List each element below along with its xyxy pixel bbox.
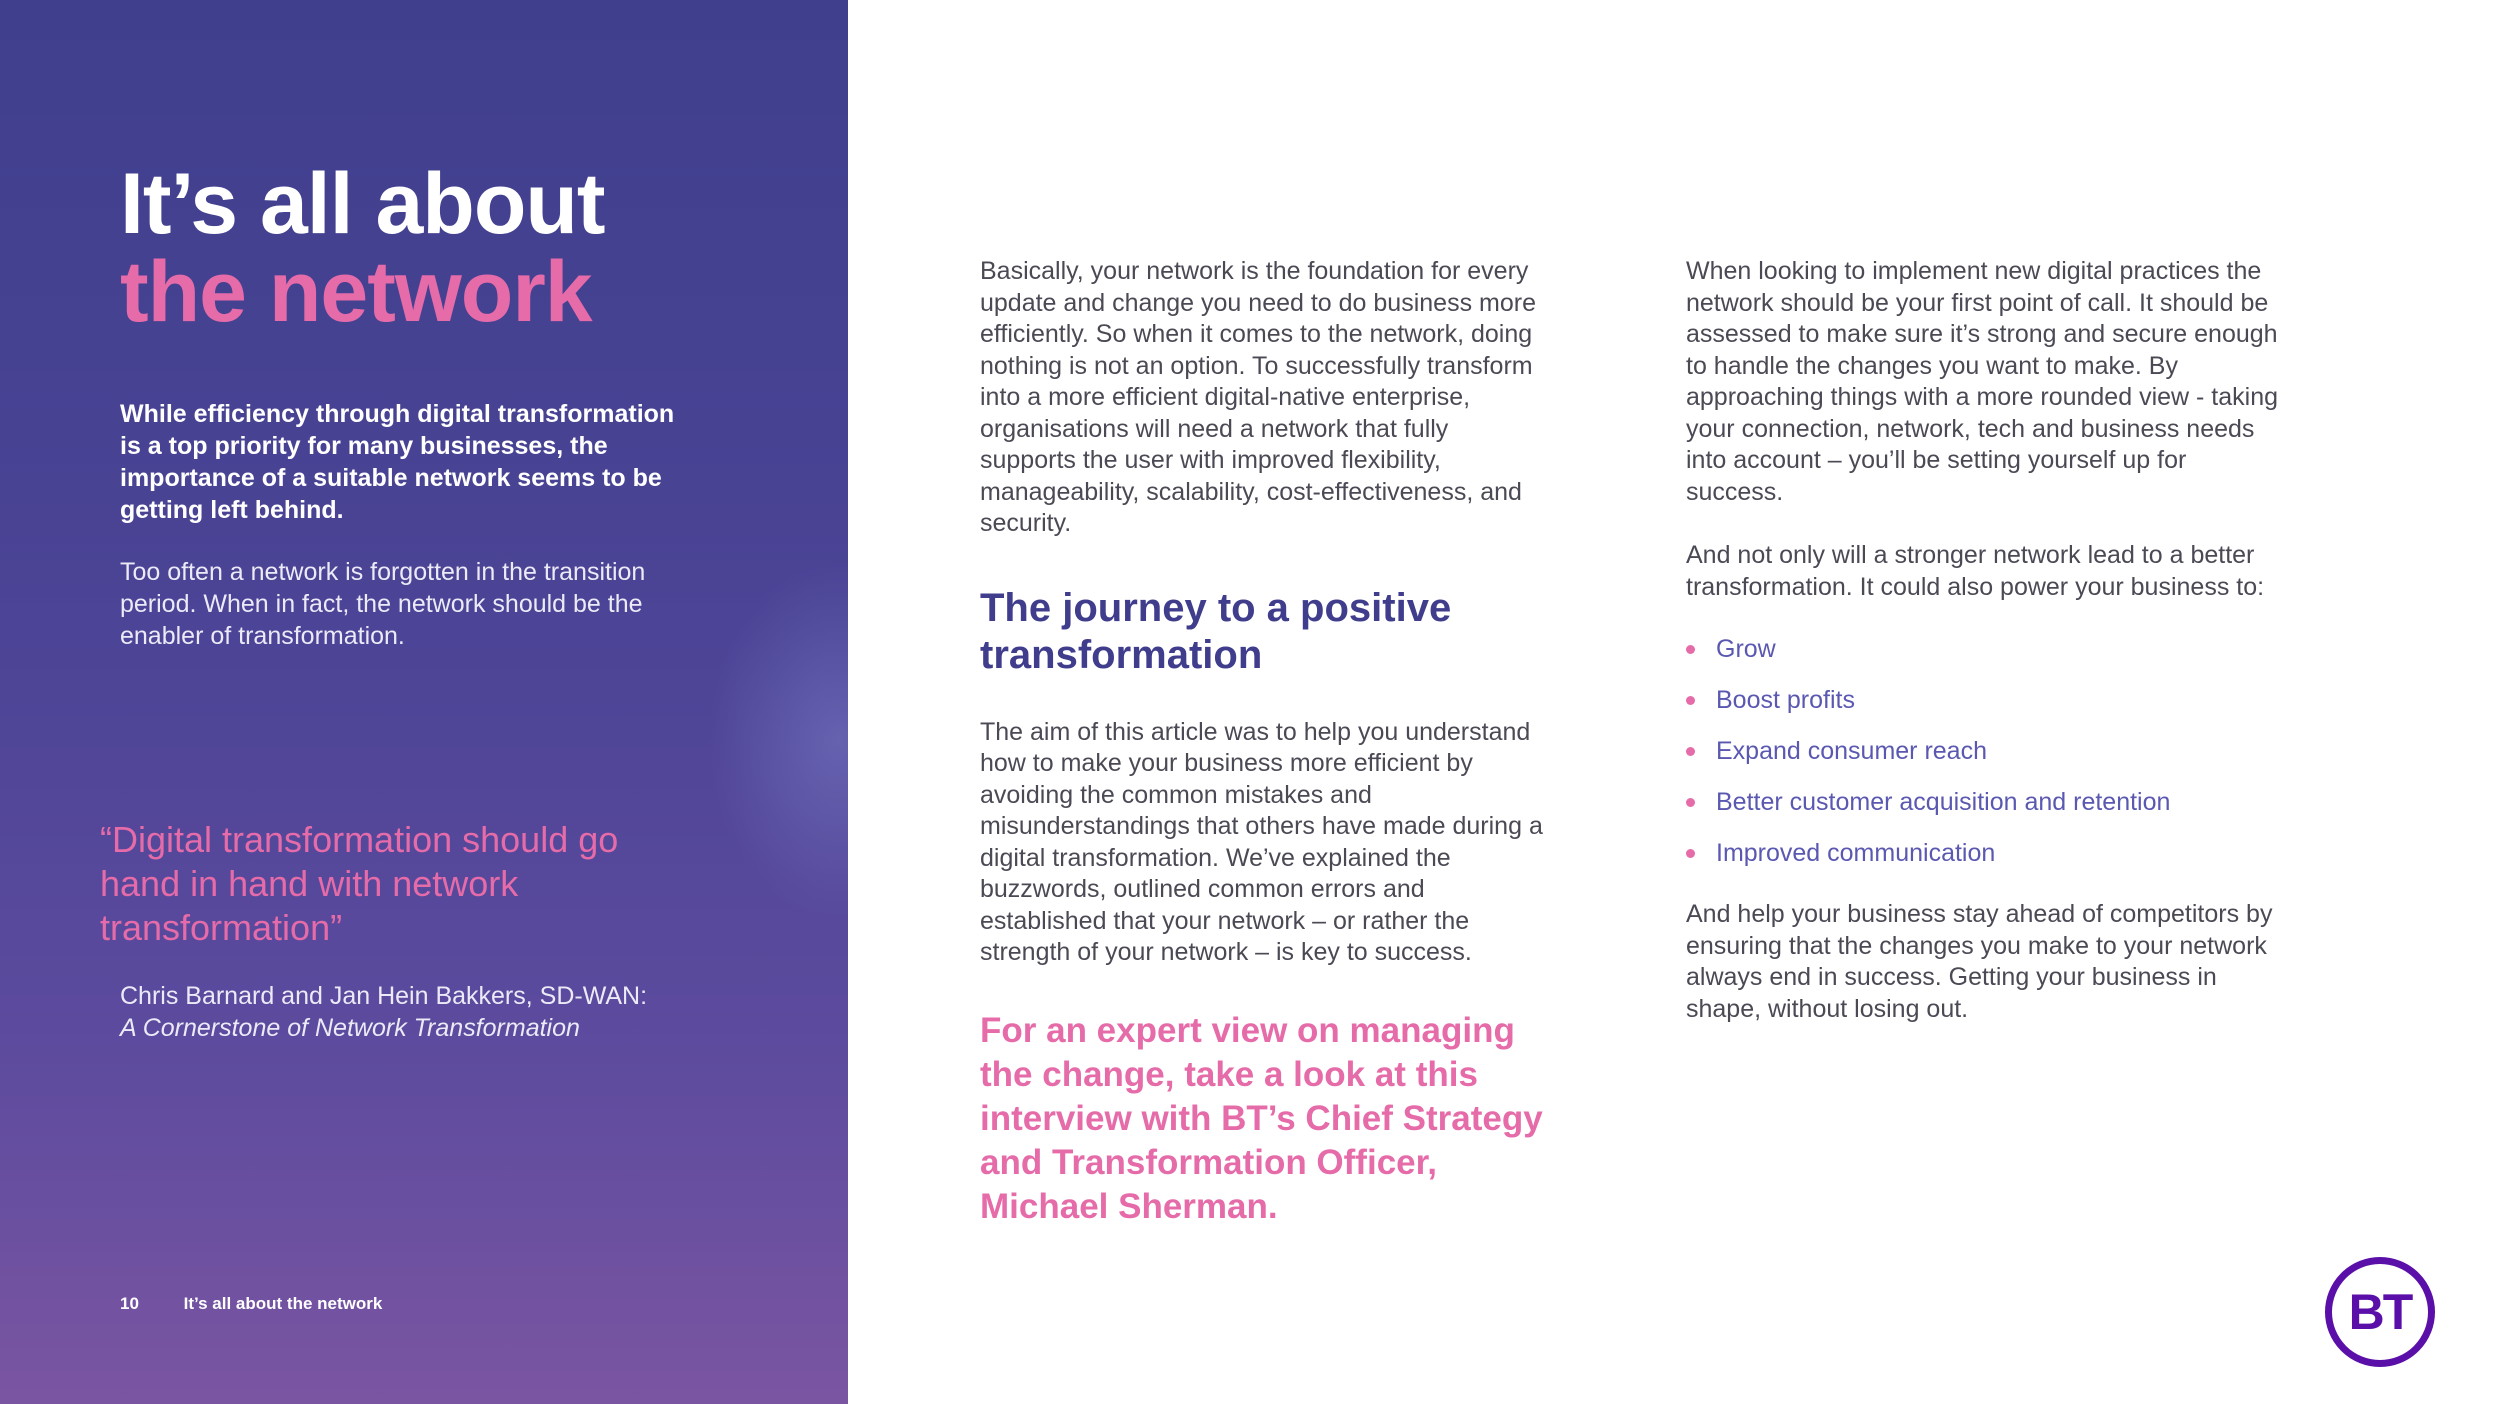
list-item: [1686, 837, 2286, 869]
bullet-dot-icon: [1686, 849, 1695, 858]
list-item-label: Better customer acquisition and retention: [1716, 788, 2171, 816]
list-item-label: Grow: [1716, 635, 1776, 663]
page-number: 10: [120, 1294, 139, 1313]
right-paragraph-2: And not only will a stronger network lead to a better transformation. It could also power your business to:: [1686, 541, 2265, 601]
bullet-dot-icon: [1686, 798, 1695, 807]
list-item: [1686, 633, 2286, 665]
benefits-list: [1686, 633, 2286, 869]
bullet-dot-icon: [1686, 747, 1695, 756]
quote-attribution: [120, 980, 720, 1044]
bullet-dot-icon: [1686, 645, 1695, 654]
list-item-label: Boost profits: [1716, 686, 1855, 714]
quote-source: A Cornerstone of Network Transformation: [120, 1014, 580, 1042]
middle-column: [980, 256, 1550, 1229]
quote-author: Chris Barnard and Jan Hein Bakkers, SD-WAN:: [120, 982, 648, 1010]
bt-logo-icon: BT: [2325, 1257, 2435, 1367]
intro-text: Too often a network is forgotten in the transition period. When in fact, the network should be the enabler of transformation.: [120, 558, 646, 650]
page-footer: [120, 1294, 382, 1314]
bullet-dot-icon: [1686, 696, 1695, 705]
left-panel: [0, 0, 848, 1404]
page-title: [120, 156, 605, 340]
pull-quote: “Digital transformation should go hand in hand with network transformation”: [100, 819, 619, 948]
page-title-line2: the network: [120, 244, 592, 340]
footer-title: It’s all about the network: [183, 1294, 383, 1313]
right-paragraph-1: When looking to implement new digital practices the network should be your first point of call. It should be assessed to make sure it’s strong and secure enough to handle the changes you want to make. By approaching things with a more rounded view - taking your connection, network, tech and business needs into account – you’ll be setting yourself up for success.: [1686, 257, 2279, 506]
middle-paragraph-1: Basically, your network is the foundation for every update and change you need to do business more efficiently. So when it comes to the network, doing nothing is not an option. To successfully transform into a more efficient digital-native enterprise, organisations will need a network that fully supports the user with improved flexibility, manageability, scalability, cost-effectiveness, and security.: [980, 257, 1536, 537]
list-item-label: Expand consumer reach: [1716, 737, 1987, 765]
middle-paragraph-2: The aim of this article was to help you understand how to make your business more efficient by avoiding the common mistakes and misunderstandings that others have made during a digital transformation. We’ve explained the buzzwords, outlined common errors and established that your network – or rather the strength of your network – is key to success.: [980, 717, 1543, 966]
list-item: [1686, 786, 2286, 818]
section-title: The journey to a positive transformation: [980, 585, 1452, 677]
panel-glow: [708, 560, 848, 920]
right-column: [1686, 256, 2286, 1025]
intro-bold-text: While efficiency through digital transformation is a top priority for many businesses, the importance of a suitable network seems to be getting left behind.: [120, 400, 675, 524]
right-paragraph-3: And help your business stay ahead of competitors by ensuring that the changes you make to your network always end in success. Getting your business in shape, without losing out.: [1686, 900, 2273, 1023]
page-title-line1: It’s all about: [120, 156, 605, 252]
list-item: [1686, 735, 2286, 767]
list-item-label: Improved communication: [1716, 839, 1996, 867]
interview-callout-link[interactable]: For an expert view on managing the change, take a look at this interview with BT’s Chief Strategy and Transformation Officer, Michael Sherman.: [980, 1010, 1543, 1226]
list-item: [1686, 684, 2286, 716]
